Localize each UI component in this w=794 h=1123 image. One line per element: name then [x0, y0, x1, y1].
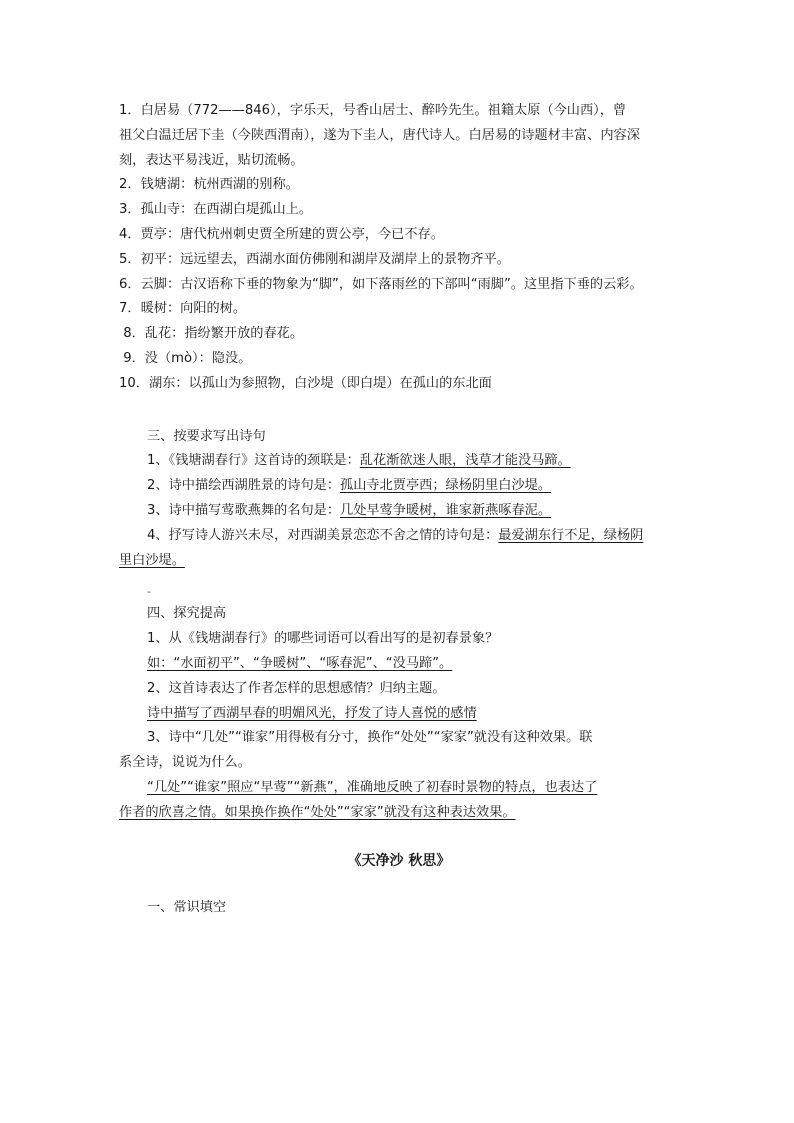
answer-text: 最爱湖东行不足，绿杨阴 [498, 527, 644, 543]
section-1-heading: 一、常识填空 [147, 899, 227, 915]
answer-text: 作者的欣喜之情。如果换作换作“处处”“家家”就没有这种表达效果。 [119, 804, 516, 820]
note-4: 4．贾亭：唐代杭州刺史贾全所建的贾公亭，今已不存。 [119, 226, 444, 242]
section-3-heading: 三、按要求写出诗句 [147, 428, 266, 444]
answer-text: “几处”“谁家”照应“早莺”“新燕”，准确地反映了初春时景物的特点，也表达了 [147, 779, 598, 795]
note-1-line-3: 刻，表达平易浅近，贴切流畅。 [119, 152, 304, 168]
section-3-q1 [119, 449, 679, 474]
note-1-line-2: 祖父白温迁居下圭（今陕西渭南），遂为下圭人，唐代诗人。白居易的诗题材丰富、内容深 [119, 127, 640, 143]
answer-text: 里白沙堤。 [119, 552, 185, 568]
answer-text: 几处早莺争暖树，谁家新燕啄春泥。 [340, 502, 552, 518]
question-text: 1、《钱塘湖春行》这首诗的颈联是： [147, 453, 360, 469]
note-8: 8．乱花：指纷繁开放的春花。 [119, 326, 304, 342]
document-page [119, 99, 679, 920]
note-5: 5．初平：远远望去，西湖水面仿佛刚和湖岸及湖岸上的景物齐平。 [119, 251, 510, 267]
answer-text: 如：“水面初平”、“争暖树”、“啄春泥”、“没马蹄”。 [147, 655, 453, 671]
stray-mark: - [147, 585, 151, 599]
note-7: 7．暖树：向阳的树。 [119, 301, 247, 317]
question-text: 3、诗中描写莺歌燕舞的名句是： [147, 502, 341, 518]
section-3-q2 [119, 474, 679, 499]
section-4-heading: 四、探究提高 [147, 606, 227, 622]
question-text: 4、抒写诗人游兴未尽，对西湖美景恋恋不舍之情的诗句是： [147, 527, 499, 543]
note-2: 2．钱塘湖：杭州西湖的别称。 [119, 177, 299, 193]
section-4-q3-continued: 系全诗，说说为什么。 [119, 755, 251, 771]
note-1-line-1: 1．白居易（772——846），字乐天，号香山居士、醉吟先生。祖籍太原（今山西），曾 [119, 103, 627, 118]
note-9: 9．没（mò）：隐没。 [119, 350, 252, 366]
section-4-a3-continued [119, 801, 679, 826]
answer-text: 诗中描写了西湖早春的明媚风光，抒发了诗人喜悦的感情 [147, 705, 477, 721]
note-3: 3．孤山寺：在西湖白堤孤山上。 [119, 202, 313, 218]
section-3-q4-continued [119, 549, 679, 574]
section-3-q3 [119, 499, 679, 524]
section-4-q3: 3、诗中“几处”“谁家”用得极有分寸，换作“处处”“家家”就没有这种效果。联 [147, 730, 593, 746]
section-4-a2 [119, 702, 679, 727]
question-text: 2、诗中描绘西湖胜景的诗句是： [147, 478, 341, 494]
answer-text: 乱花渐欲迷人眼，浅草才能没马蹄。 [359, 453, 571, 469]
note-10: 10．湖东：以孤山为参照物，白沙堤（即白堤）在孤山的东北面 [119, 375, 492, 391]
section-3-q4 [119, 524, 679, 549]
poem-title: 《天净沙 秋思》 [347, 852, 451, 869]
answer-text: 孤山寺北贾亭西；绿杨阴里白沙堤。 [340, 478, 552, 494]
note-6: 6．云脚：古汉语称下垂的物象为“脚”，如下落雨丝的下部叫“雨脚”。这里指下垂的云彩。 [119, 276, 643, 292]
section-4-a1 [119, 652, 679, 677]
section-4-a3 [119, 776, 679, 801]
section-4-q1: 1、从《钱塘湖春行》的哪些词语可以看出写的是初春景象？ [147, 631, 499, 647]
section-4-q2: 2、这首诗表达了作者怎样的思想感情？归纳主题。 [147, 680, 446, 696]
